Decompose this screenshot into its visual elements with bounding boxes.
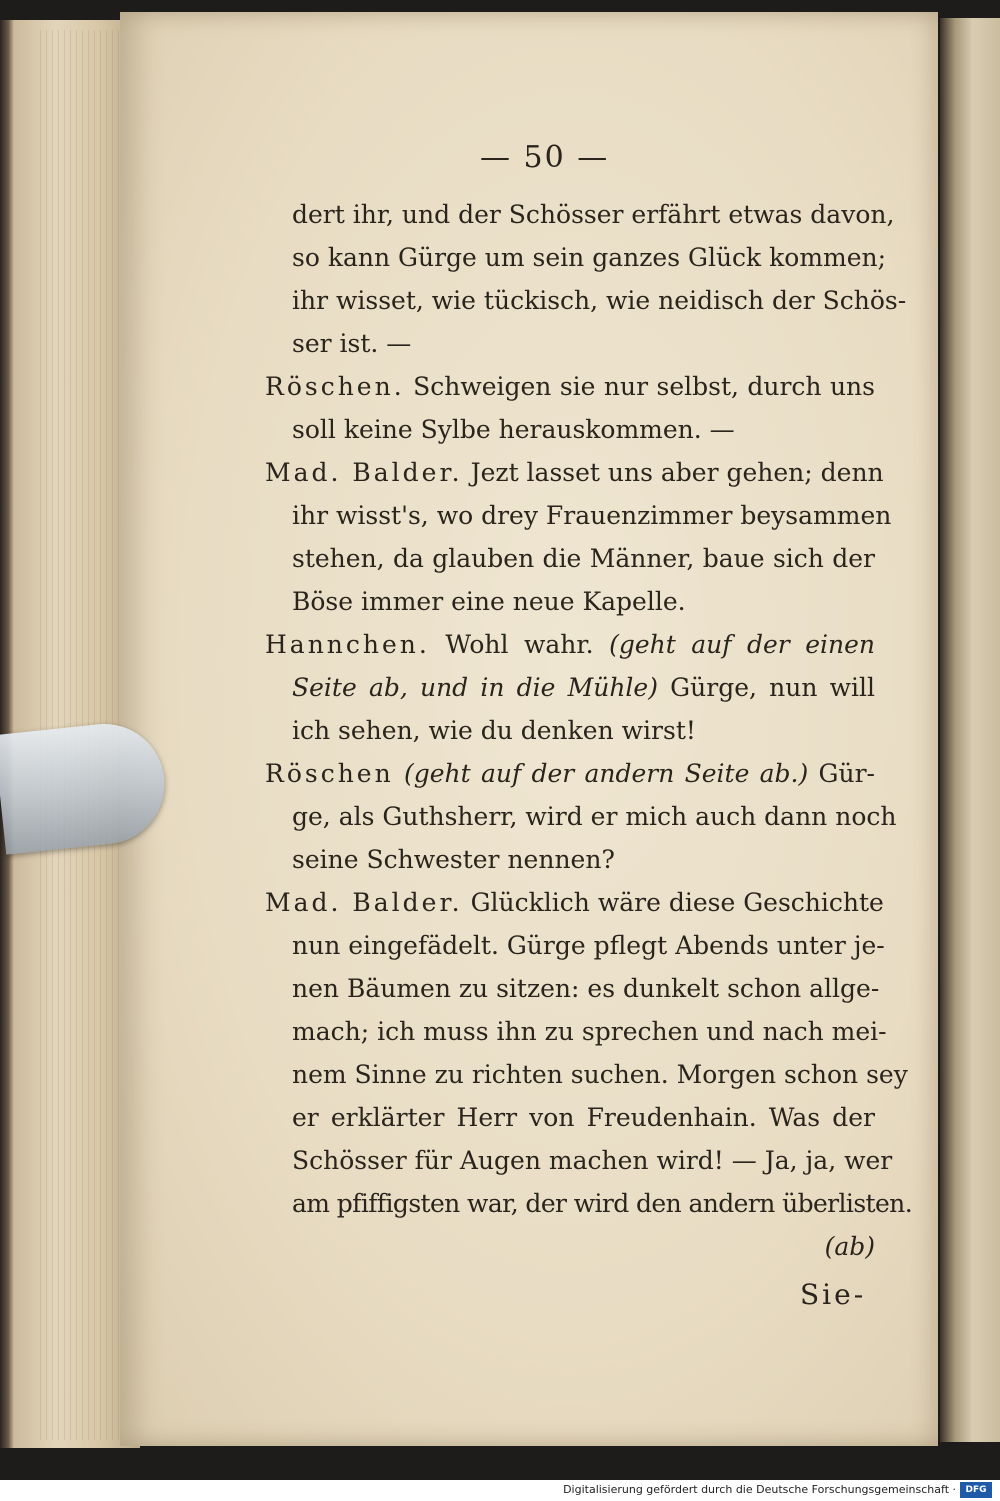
text-line: seine Schwester nennen?: [292, 845, 615, 874]
stage-direction: (geht auf der einen: [609, 630, 876, 659]
text-line: er erklärter Herr von Freudenhain. Was der: [292, 1103, 875, 1132]
speech-roeschen: [265, 367, 875, 407]
speech-text: Schweigen sie nur selbst, durch uns: [413, 372, 875, 401]
text-line: ge, als Guthsherr, wird er mich auch dann noch: [292, 802, 897, 831]
speech-balder-2: [265, 883, 884, 923]
text-line: am pfiffigsten war, der wird den andern überlisten.: [292, 1189, 913, 1218]
text-line: ser ist. —: [292, 329, 412, 358]
text-line: ihr wisset, wie tückisch, wie neidisch der Schös-: [292, 286, 907, 315]
speech-text: Gür-: [818, 759, 876, 788]
speech-text: Gürge, nun will: [670, 673, 875, 702]
speech-text: Wohl wahr.: [445, 630, 594, 659]
text-line: mach; ich muss ihn zu sprechen und nach mei-: [292, 1017, 887, 1046]
catchword: Sie-: [800, 1278, 867, 1311]
speech-text: Glücklich wäre diese Geschichte: [470, 888, 884, 917]
speaker-name: Mad. Balder.: [265, 888, 463, 917]
dfg-logo-icon: DFG: [960, 1482, 992, 1498]
speech-text: Jezt lasset uns aber gehen; denn: [470, 458, 884, 487]
text-line: nun eingefädelt. Gürge pflegt Abends unter je-: [292, 931, 885, 960]
text-line: nem Sinne zu richten suchen. Morgen schon sey: [292, 1060, 908, 1089]
stage-direction: Seite ab, und in die Mühle): [292, 673, 658, 702]
text-line: so kann Gürge um sein ganzes Glück kommen;: [292, 243, 887, 272]
text-line: Böse immer eine neue Kapelle.: [292, 587, 686, 616]
speech-balder: [265, 453, 884, 493]
text-line: nen Bäumen zu sitzen: es dunkelt schon allge-: [292, 974, 880, 1003]
speaker-name: Röschen: [265, 759, 394, 788]
speech-hannchen: [265, 625, 875, 665]
text-line: ich sehen, wie du denken wirst!: [292, 716, 696, 745]
text-line: soll keine Sylbe herauskommen. —: [292, 415, 735, 444]
speaker-name: Röschen.: [265, 372, 405, 401]
stage-direction-exit: [265, 1227, 875, 1267]
speaker-name: Mad. Balder.: [265, 458, 463, 487]
text-line: [292, 668, 875, 708]
stage-direction: (ab): [824, 1232, 875, 1261]
speech-roeschen-2: [265, 754, 875, 794]
text-line: Schösser für Augen machen wird! — Ja, ja, wer: [292, 1146, 893, 1175]
speaker-name: Hannchen.: [265, 630, 430, 659]
stage-direction: (geht auf der andern Seite ab.): [403, 759, 809, 788]
facing-page-edge: [940, 18, 1000, 1442]
text-line: stehen, da glauben die Männer, baue sich der: [292, 544, 875, 573]
text-line: dert ihr, und der Schösser erfährt etwas davon,: [292, 200, 895, 229]
funding-credit: Digitalisierung gefördert durch die Deutsche Forschungsgemeinschaft ·: [563, 1483, 956, 1496]
text-line: ihr wisst's, wo drey Frauenzimmer beysammen: [292, 501, 892, 530]
page-number: — 50 —: [480, 140, 610, 175]
